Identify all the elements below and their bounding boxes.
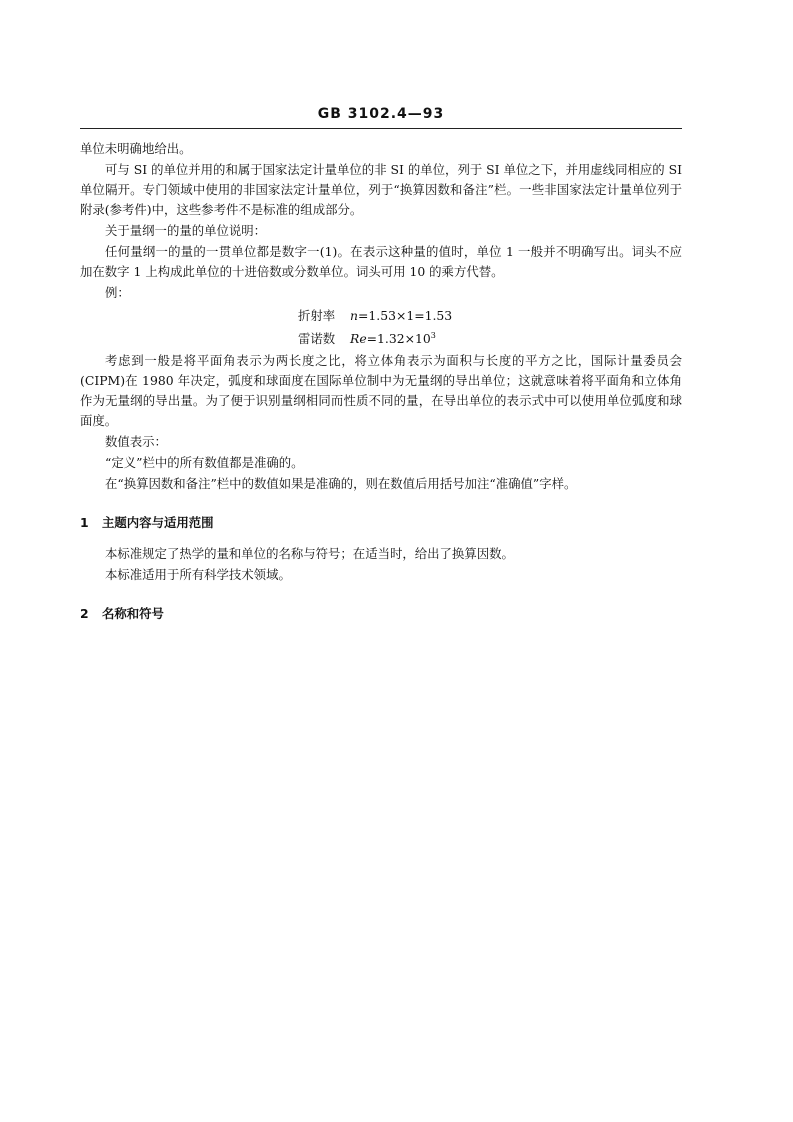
- formula-reynolds-number: [80, 328, 682, 349]
- section-1-paragraph-2: 本标准适用于所有科学技术领域。: [105, 567, 291, 582]
- formula-refractive-index: [80, 305, 682, 326]
- formula-symbol: Re: [350, 331, 367, 346]
- paragraph-3: 关于量纲一的量的单位说明：: [105, 223, 267, 238]
- document-code-header: GB 3102.4—93: [317, 106, 445, 122]
- paragraph-4: 任何量纲一的量的一贯单位都是数字一(1)。在表示这种量的值时，单位 1 一般并不明确写出。词头不应加在数字 1 上构成此单位的十进倍数或分数单位。词头可用 10 的乘方代替。: [80, 244, 682, 279]
- paragraph-2: 可与 SI 的单位并用的和属于国家法定计量单位的非 SI 的单位，列于 SI 单位之下，并用虚线同相应的 SI 单位隔开。专门领域中使用的非国家法定计量单位，列于“换算因数和备注”栏。一些非国家法定计量单位列于附录(参考件)中，这些参考件不是标准的组成部分。: [80, 162, 682, 217]
- paragraph-1: 单位未明确地给出。: [80, 141, 192, 156]
- section-1-heading: [80, 513, 682, 533]
- section-1-paragraph-1: 本标准规定了热学的量和单位的名称与符号；在适当时，给出了换算因数。: [105, 546, 514, 561]
- section-number: 2: [80, 606, 89, 621]
- paragraph-6: 考虑到一般是将平面角表示为两长度之比，将立体角表示为面积与长度的平方之比，国际计量委员会(CIPM)在 1980 年决定，弧度和球面度在国际单位制中为无量纲的导出单位；这就意味着将平面角和立体角作为无量纲的导出量。为了便于识别量纲相同而性质不同的量，在导出单位的表示式中可以使用单位弧度和球面度。: [80, 353, 682, 428]
- formula-label: 雷诺数: [298, 331, 336, 346]
- paragraph-7: 数值表示：: [105, 434, 167, 449]
- formula-expression: =1.53×1=1.53: [357, 308, 453, 323]
- section-title: 名称和符号: [102, 606, 164, 621]
- header-rule: [80, 128, 682, 129]
- formula-exponent: 3: [430, 330, 436, 340]
- section-2-heading: [80, 604, 682, 624]
- document-body: [80, 139, 682, 635]
- formula-label: 折射率: [298, 308, 336, 323]
- formula-expression: =1.32×10: [366, 331, 431, 346]
- paragraph-8: “定义”栏中的所有数值都是准确的。: [105, 455, 304, 470]
- paragraph-9: 在“换算因数和备注”栏中的数值如果是准确的，则在数值后用括号加注“准确值”字样。: [105, 476, 577, 491]
- paragraph-example: 例：: [105, 285, 130, 300]
- formula-symbol: n: [350, 308, 358, 323]
- section-title: 主题内容与适用范围: [102, 515, 214, 530]
- section-number: 1: [80, 515, 89, 530]
